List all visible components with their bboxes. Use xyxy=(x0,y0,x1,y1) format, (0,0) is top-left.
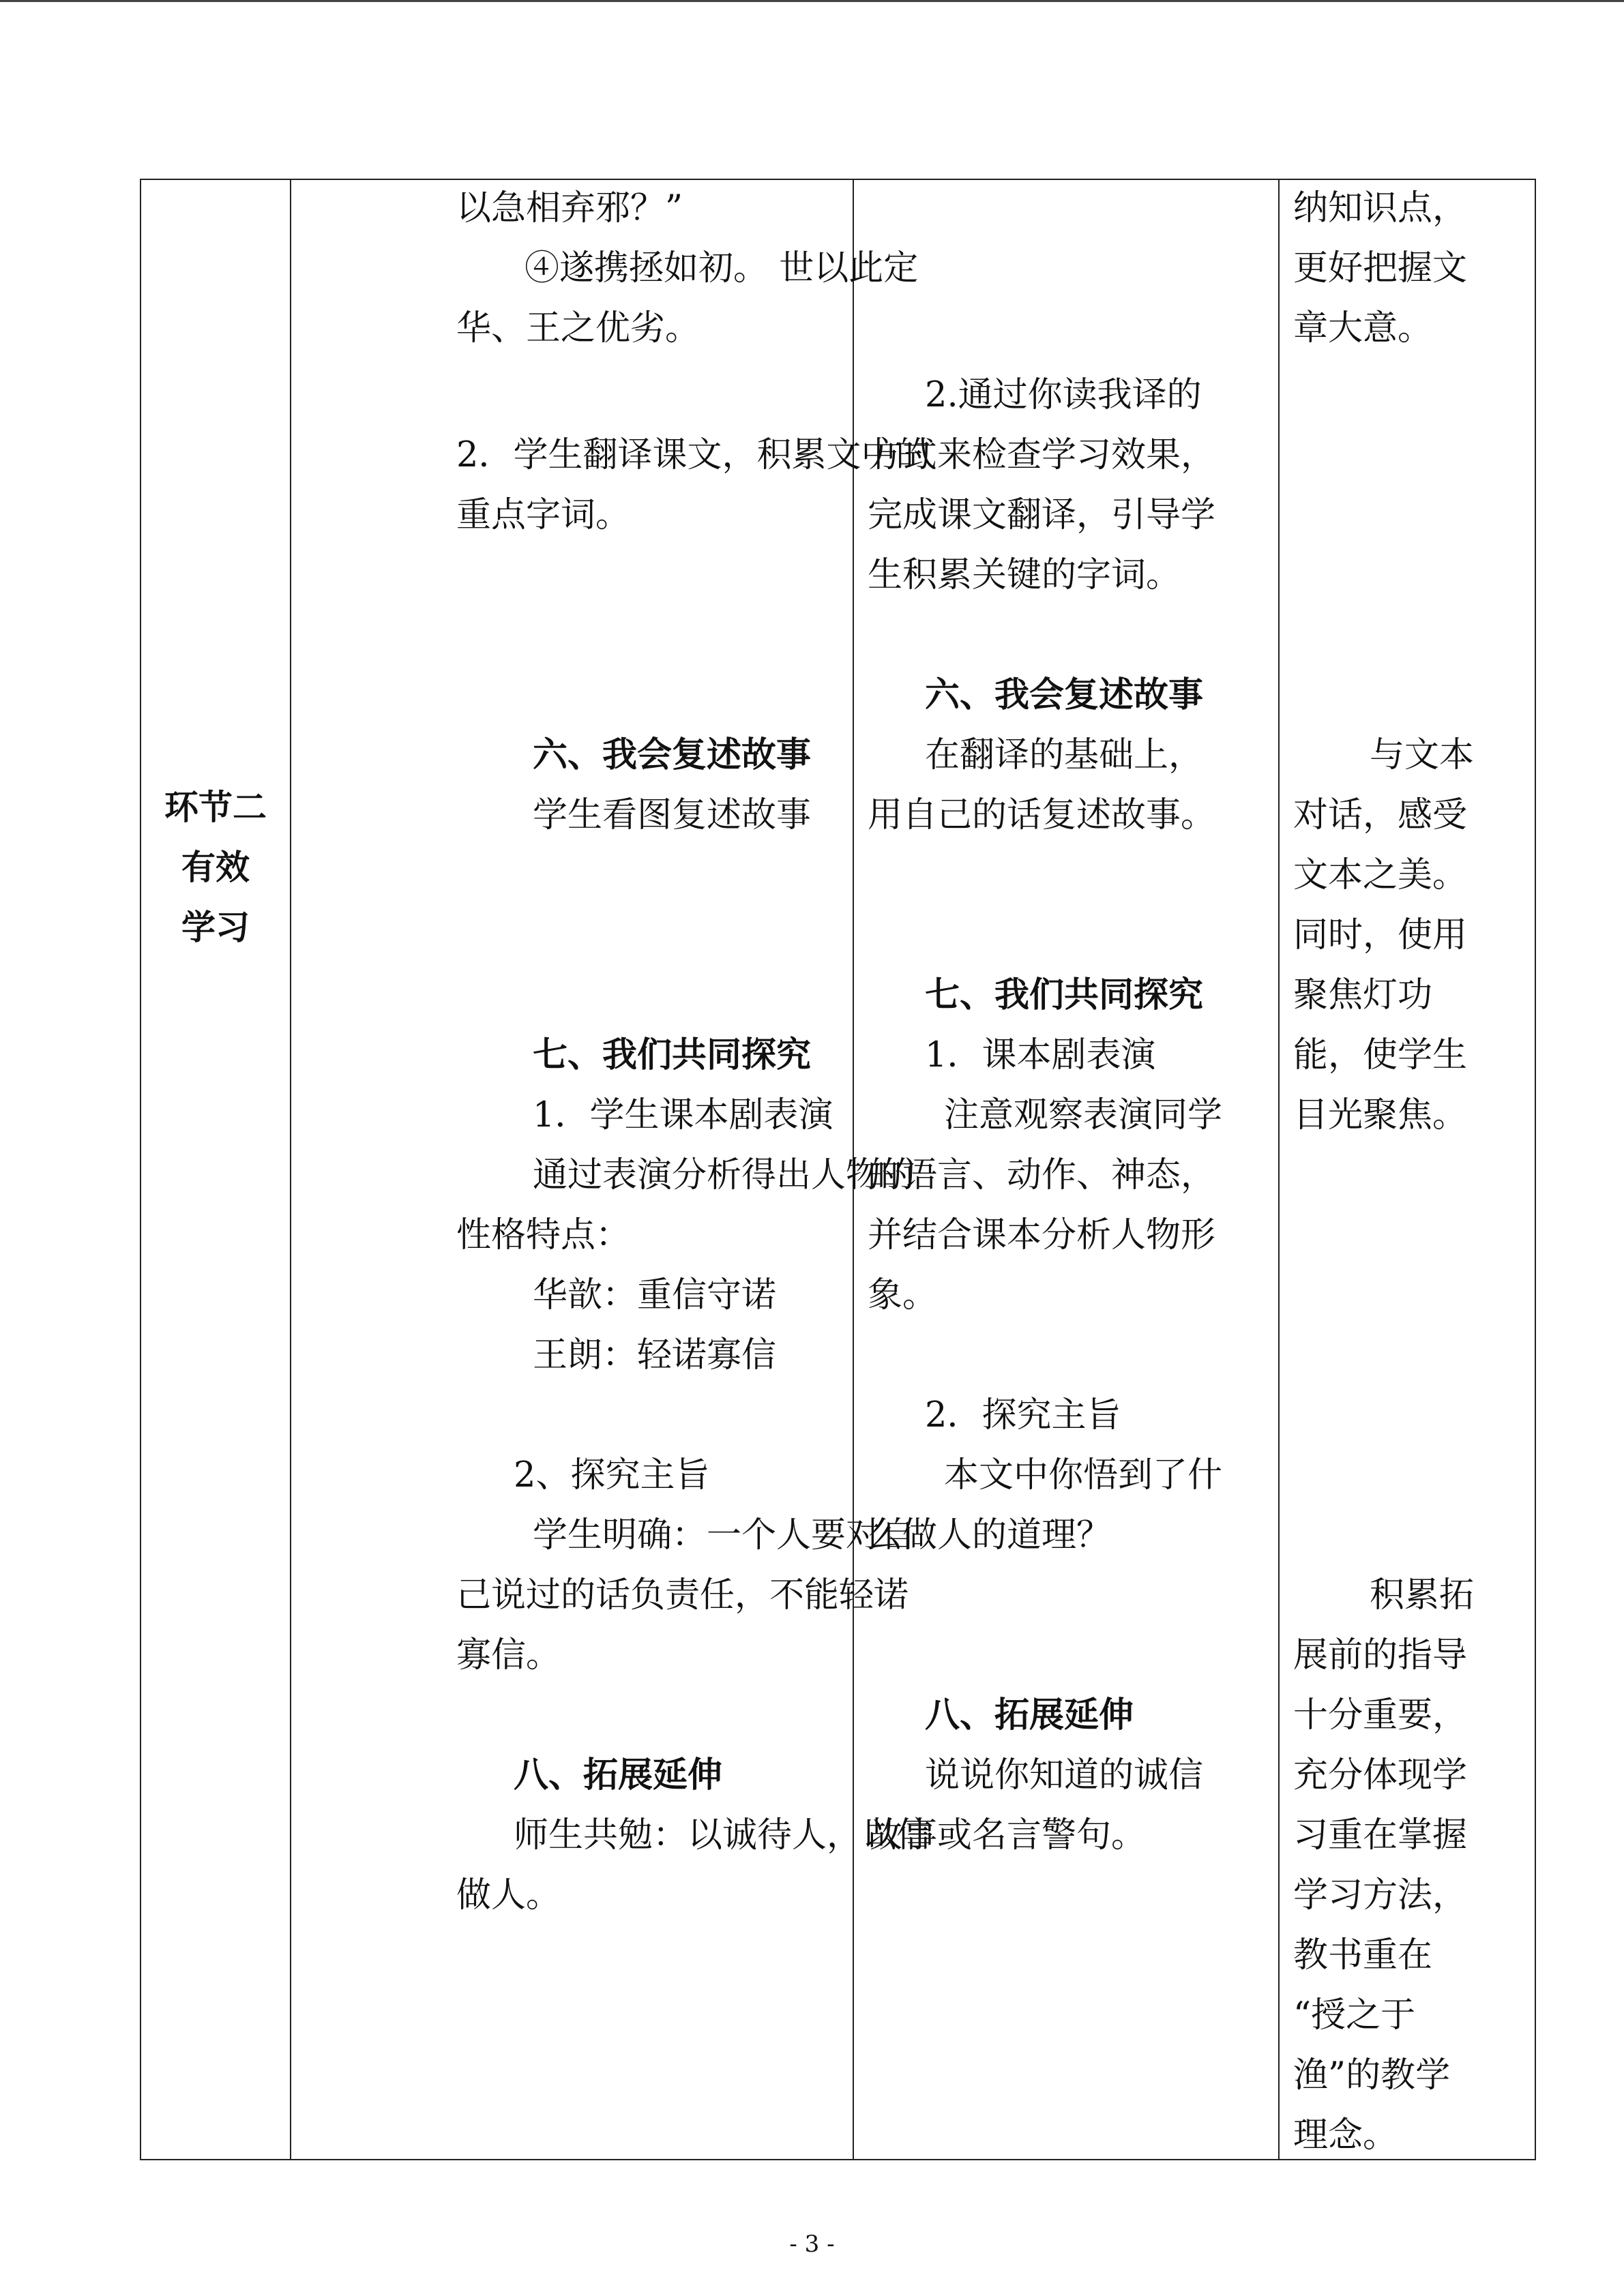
student-activity-cell xyxy=(291,179,932,2160)
text-line: 用自己的话复述故事。 xyxy=(868,795,1216,835)
section-explore xyxy=(456,1026,916,1386)
text-line: 十分重要， xyxy=(1293,1695,1468,1735)
section-heading: 八、拓展延伸 xyxy=(514,1755,723,1795)
section-heading: 七、我们共同探究 xyxy=(533,1035,812,1075)
section-explore-teacher xyxy=(868,966,1278,1326)
section-theme xyxy=(456,1446,916,1686)
text-line: 2．学生翻译课文，积累文中的 xyxy=(456,435,931,475)
text-line: 华歆：重信守诺 xyxy=(533,1275,777,1315)
section-retell-teacher xyxy=(868,666,1278,846)
section-heading: 八、拓展延伸 xyxy=(925,1695,1134,1735)
text-line: 渔”的教学 xyxy=(1293,2055,1451,2096)
section-heading: 六、我会复述故事 xyxy=(533,735,812,775)
intent-block-3 xyxy=(1293,1566,1535,2166)
section-theme-teacher xyxy=(868,1386,1278,1566)
text-line: 理念。 xyxy=(1293,2115,1398,2156)
text-line: 学生看图复述故事 xyxy=(533,795,812,835)
intent-block-2 xyxy=(1293,726,1535,1146)
stage-cell xyxy=(141,179,291,2160)
section-heading: 七、我们共同探究 xyxy=(925,975,1204,1015)
text-line: 的语言、动作、神态， xyxy=(868,1155,1216,1195)
text-line: 么做人的道理？ xyxy=(868,1515,1112,1555)
text-line: 己说过的话负责任，不能轻诺 xyxy=(456,1575,909,1615)
text-line: 故事或名言警句。 xyxy=(868,1815,1147,1855)
text-line: 师生共勉：以诚待人，以信 xyxy=(514,1815,932,1855)
text-line: 学生明确：一个人要对自 xyxy=(533,1515,916,1555)
text-line: 章大意。 xyxy=(1293,308,1433,348)
text-line: 通过表演分析得出人物的 xyxy=(533,1155,916,1195)
text-line: ④遂携拯如初。 世以此定 xyxy=(525,248,919,288)
text-line: 目光聚焦。 xyxy=(1293,1095,1468,1135)
lesson-plan-table xyxy=(140,179,1536,2160)
teacher-activity-cell xyxy=(853,179,1279,2160)
text-line: 完成课文翻译，引导学 xyxy=(868,495,1216,535)
section-retell xyxy=(456,726,853,846)
text-line: 并结合课本分析人物形 xyxy=(868,1215,1216,1255)
text-line: 本文中你悟到了什 xyxy=(944,1455,1223,1495)
design-intent-cell xyxy=(1279,179,1535,2160)
text-line: 生积累关键的字词。 xyxy=(868,555,1181,595)
text-line: 习重在掌握 xyxy=(1293,1815,1468,1855)
text-line: 充分体现学 xyxy=(1293,1755,1468,1795)
section-heading: 六、我会复述故事 xyxy=(925,675,1204,715)
text-line: 2.通过你读我译的 xyxy=(925,375,1202,415)
stage-label-line: 学习 xyxy=(181,908,250,947)
text-line: 同时，使用 xyxy=(1293,915,1468,955)
text-line: 学习方法， xyxy=(1293,1875,1468,1915)
text-line: 重点字词。 xyxy=(456,495,631,535)
text-line: 1．学生课本剧表演 xyxy=(533,1095,833,1135)
text-line: 王朗：轻诺寡信 xyxy=(533,1335,777,1375)
text-line: 2、探究主旨 xyxy=(514,1455,710,1495)
section-extend-teacher xyxy=(868,1686,1278,1866)
text-line: 在翻译的基础上， xyxy=(925,735,1204,775)
text-line: 更好把握文 xyxy=(1293,248,1468,288)
text-line: 做人。 xyxy=(456,1875,561,1915)
text-line: 以急相弃邪？” xyxy=(456,188,683,228)
text-line: 对话，感受 xyxy=(1293,795,1468,835)
text-line: “授之于 xyxy=(1293,1995,1416,2036)
page-top-border xyxy=(0,0,1624,2)
text-line: 1．课本剧表演 xyxy=(925,1035,1156,1075)
text-line: 积累拓 xyxy=(1370,1575,1475,1615)
text-line: 性格特点： xyxy=(456,1215,631,1255)
stage-label-line: 环节二 xyxy=(164,788,267,827)
intent-block-1 xyxy=(1293,179,1535,359)
table-row xyxy=(141,179,1535,2160)
text-line: 寡信。 xyxy=(456,1635,561,1675)
text-line: 文本之美。 xyxy=(1293,855,1468,895)
stage-label xyxy=(141,777,290,957)
page-number: - 3 - xyxy=(789,2231,835,2258)
text-line: 与文本 xyxy=(1370,735,1475,775)
quote-block xyxy=(456,179,919,359)
text-line: 展前的指导 xyxy=(1293,1635,1468,1675)
section-extend xyxy=(456,1746,932,1926)
text-line: 2．探究主旨 xyxy=(925,1395,1121,1435)
text-line: 象。 xyxy=(868,1275,938,1315)
check-block xyxy=(868,366,1278,606)
text-line: 说说你知道的诚信 xyxy=(925,1755,1204,1795)
translate-block xyxy=(456,426,931,546)
stage-label-line: 有效 xyxy=(181,848,250,887)
text-line: 华、王之优劣。 xyxy=(456,308,700,348)
text-line: 能，使学生 xyxy=(1293,1035,1468,1075)
text-line: 聚焦灯功 xyxy=(1293,975,1433,1015)
text-line: 教书重在 xyxy=(1293,1935,1433,1976)
text-line: 注意观察表演同学 xyxy=(944,1095,1223,1135)
text-line: 纳知识点， xyxy=(1293,188,1468,228)
text-line: 方式来检查学习效果， xyxy=(868,435,1216,475)
